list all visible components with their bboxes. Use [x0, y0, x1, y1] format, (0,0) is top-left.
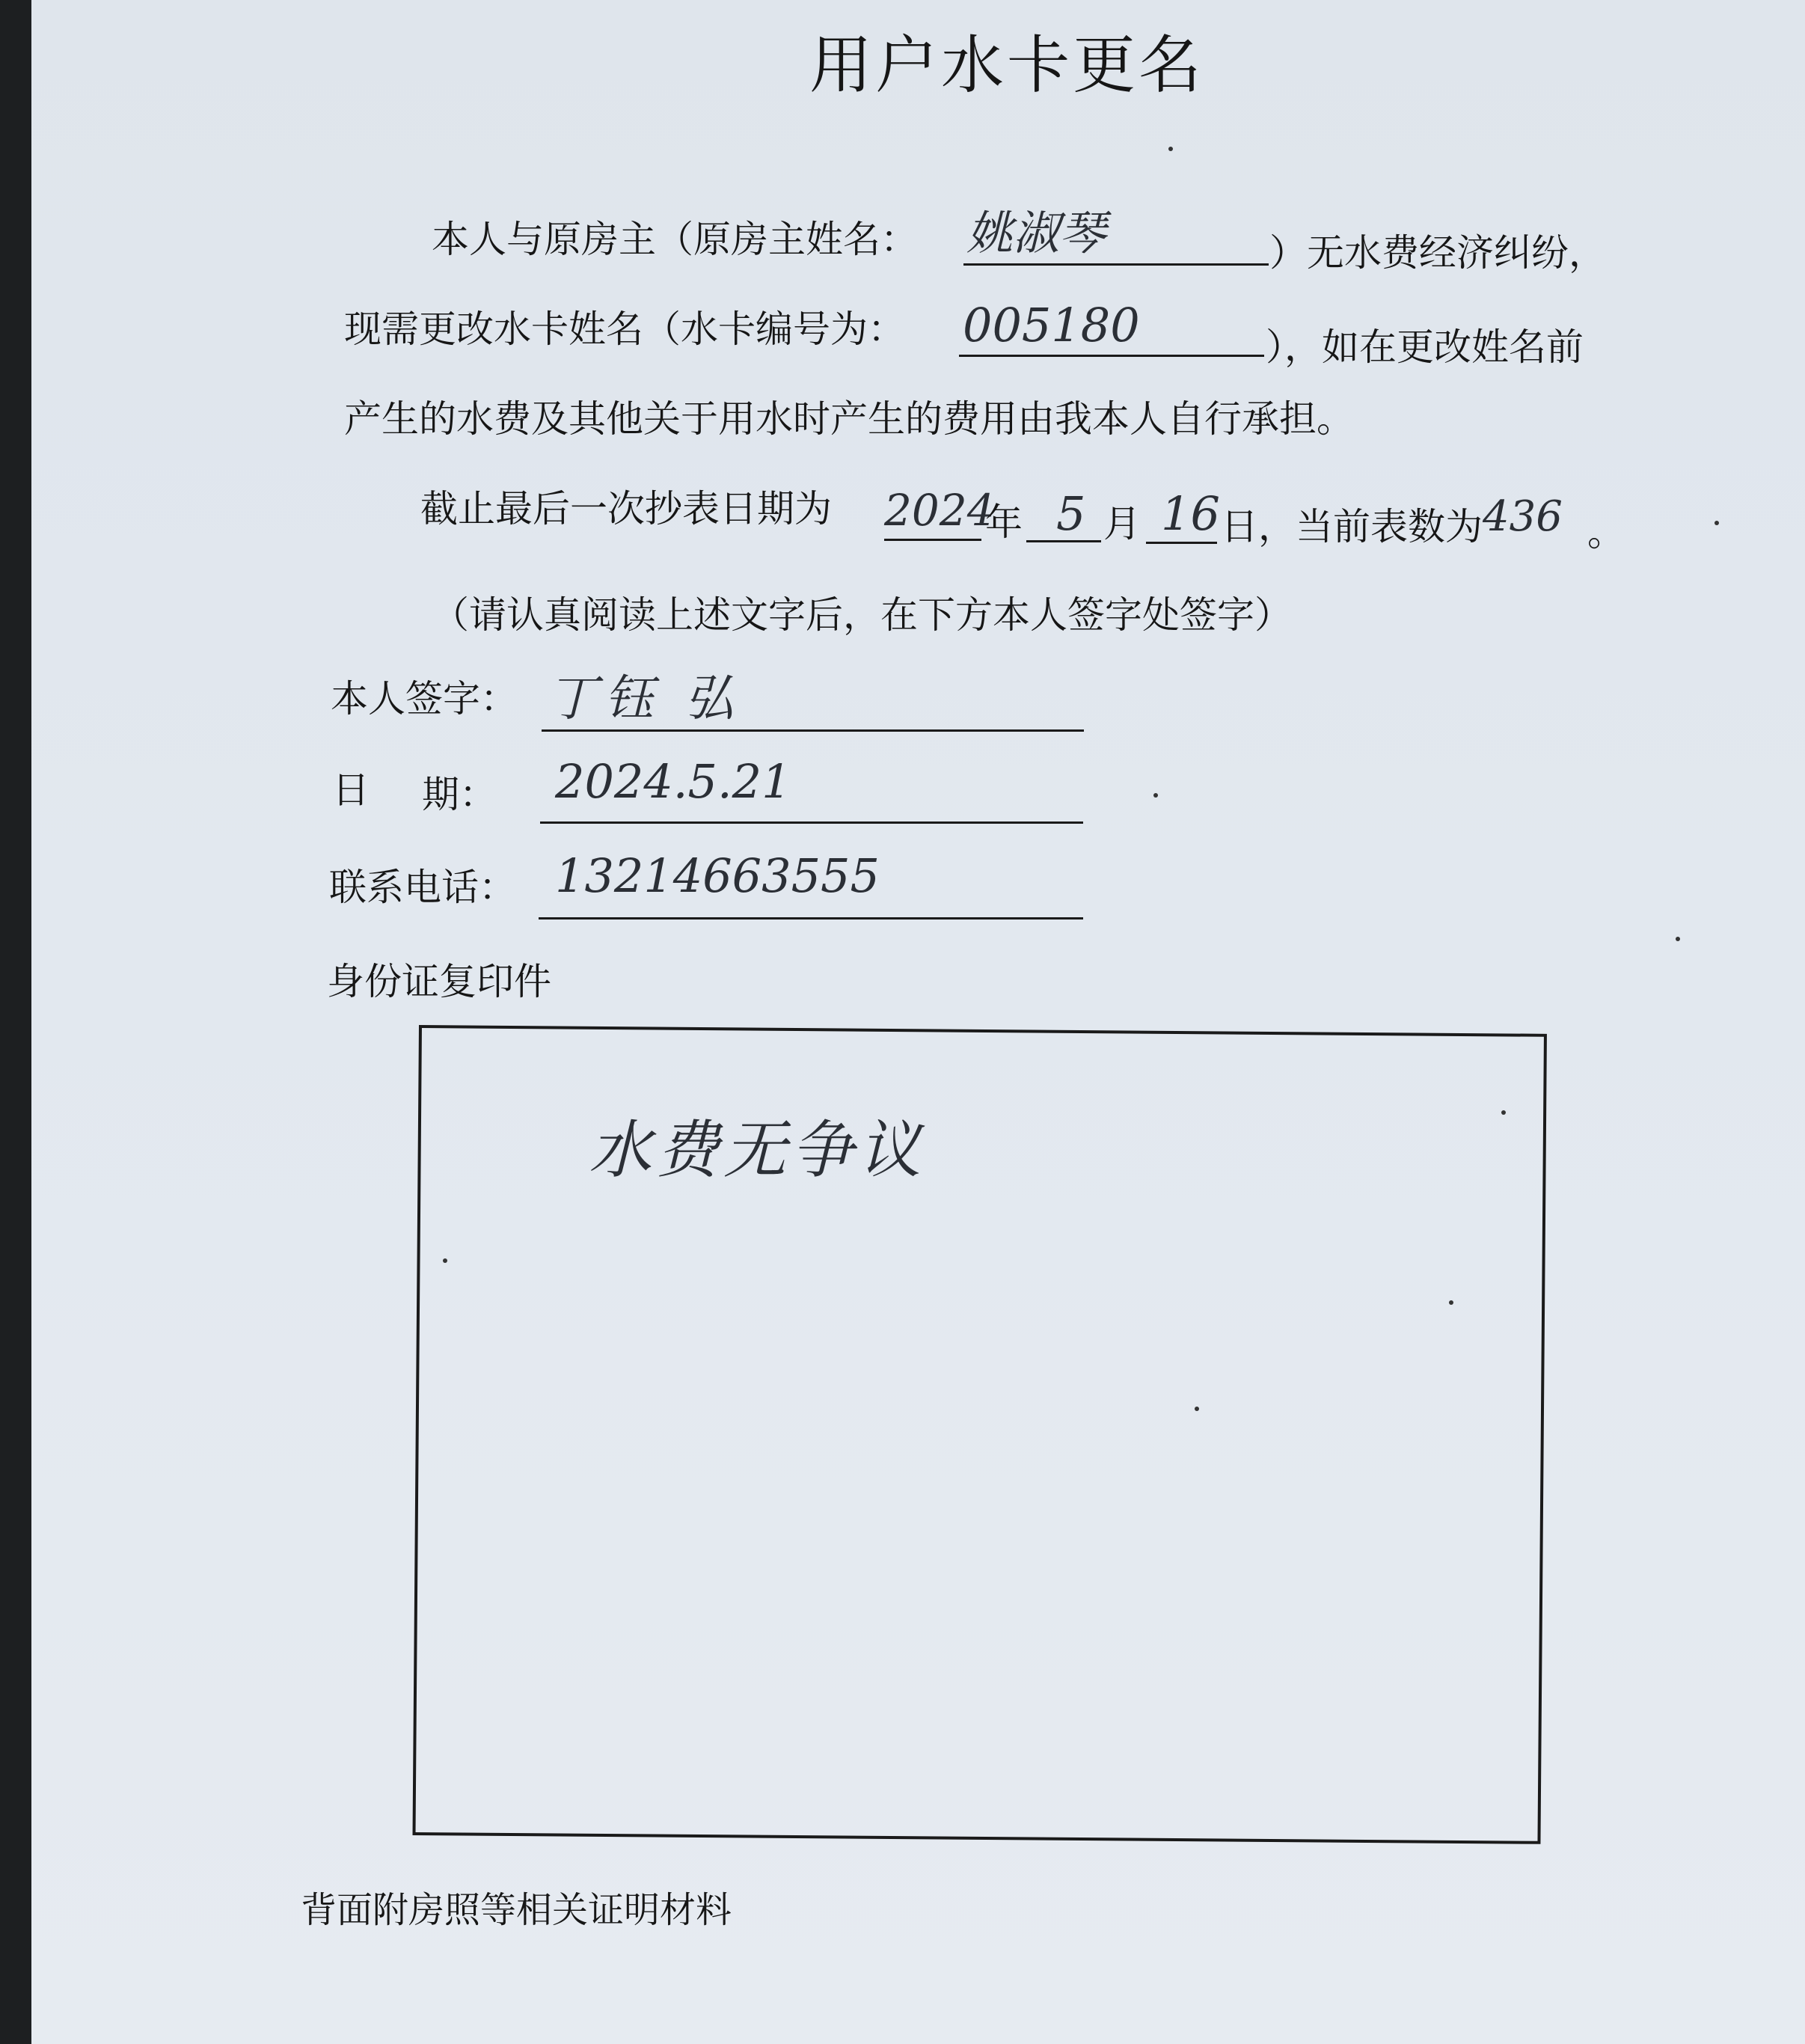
document-title: 用户水卡更名	[809, 28, 1205, 102]
document-page	[31, 0, 1805, 2044]
para1-prefix: 本人与原房主（原房主姓名：	[432, 218, 918, 261]
date-underline	[540, 821, 1083, 824]
signature-label: 本人签字：	[331, 677, 518, 720]
instruction-text: （请认真阅读上述文字后，在下方本人签字处签字）	[432, 593, 1292, 637]
date-value: 2024.5.21	[555, 754, 791, 809]
month-unit: 月	[1103, 502, 1141, 545]
card-number-underline	[959, 355, 1264, 357]
id-copy-box	[412, 1025, 1546, 1844]
reading-year-underline	[884, 539, 981, 541]
day-unit-and-reading-label: 日，当前表数为	[1221, 505, 1483, 548]
card-number: 005180	[963, 298, 1140, 352]
para1-suffix: ）无水费经济纠纷，	[1269, 231, 1606, 275]
speck	[1676, 937, 1680, 941]
speck	[1195, 1407, 1199, 1411]
speck	[1501, 1110, 1506, 1115]
phone-value: 13214663555	[555, 848, 880, 903]
speck	[443, 1258, 447, 1263]
year-unit: 年	[985, 501, 1023, 544]
signature-underline	[542, 729, 1084, 732]
footer-note: 背面附房照等相关证明材料	[301, 1889, 732, 1931]
reading-day: 16	[1161, 486, 1220, 541]
id-copy-label: 身份证复印件	[327, 960, 551, 1003]
para2-prefix: 现需更改水卡姓名（水卡编号为：	[344, 307, 905, 351]
speck	[1168, 147, 1173, 151]
reading-year: 2024	[884, 485, 995, 536]
reading-month-underline	[1026, 540, 1101, 542]
reading-day-underline	[1146, 542, 1217, 544]
former-owner-underline	[963, 263, 1269, 266]
phone-label: 联系电话：	[329, 866, 516, 909]
reading-month: 5	[1056, 486, 1086, 541]
speck	[1153, 793, 1158, 798]
phone-underline	[539, 917, 1083, 920]
para3: 产生的水费及其他关于用水时产生的费用由我本人自行承担。	[344, 397, 1354, 441]
date-label-day: 日	[332, 768, 370, 812]
para4-prefix: 截止最后一次抄表日期为	[420, 487, 832, 530]
para4-end: 。	[1587, 511, 1625, 554]
para2-suffix: ），如在更改姓名前	[1266, 325, 1584, 369]
box-handwritten-note: 水费无争议	[589, 1113, 926, 1187]
meter-reading: 436	[1483, 492, 1563, 541]
speck	[1714, 521, 1719, 525]
date-label-period: 期：	[422, 773, 497, 816]
speck	[1449, 1300, 1453, 1305]
signature-value: 丁钰 弘	[548, 670, 741, 727]
former-owner-name: 姚淑琴	[966, 206, 1106, 260]
